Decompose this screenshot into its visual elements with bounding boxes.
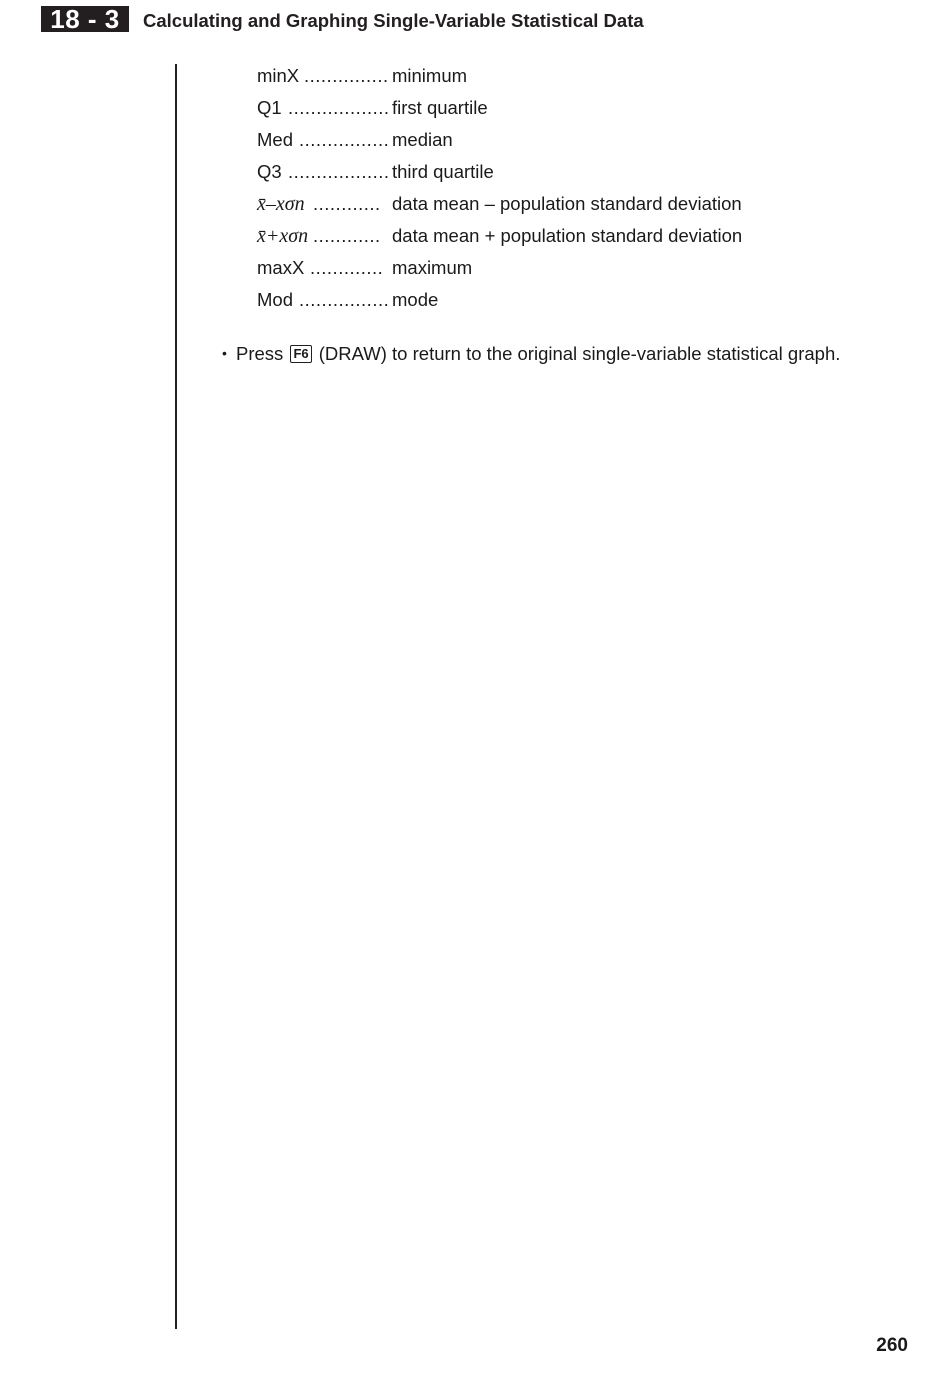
page-number: 260 — [876, 1335, 908, 1356]
dot-leader: .................. — [288, 161, 390, 182]
term-label: Med — [257, 129, 293, 150]
term-description: third quartile — [392, 161, 494, 182]
dot-leader: ................ — [299, 129, 390, 150]
page-header-title: Calculating and Graphing Single-Variable Statistical Data — [143, 10, 644, 31]
term-label: Q3 — [257, 161, 282, 182]
dot-leader: ............ — [313, 225, 381, 246]
note-press-text: Press — [236, 343, 284, 364]
term-description: data mean – population standard deviation — [392, 193, 742, 214]
term-description: maximum — [392, 257, 473, 278]
margin-rule — [175, 64, 177, 1329]
term-label-math: x̄+xσn — [257, 225, 309, 247]
bullet-icon: • — [222, 345, 227, 361]
term-label: Q1 — [257, 97, 282, 118]
term-description: minimum — [392, 65, 468, 86]
term-label: Mod — [257, 289, 293, 310]
term-description: mode — [392, 289, 439, 310]
term-description: first quartile — [392, 97, 488, 118]
note-rest-text: (DRAW) to return to the original single-variable statistical graph. — [318, 343, 841, 364]
dot-leader: .................. — [288, 97, 390, 118]
dot-leader: ............. — [310, 257, 384, 278]
f6-key-icon: F6 — [290, 345, 311, 363]
draw-instruction-note — [222, 340, 840, 367]
dot-leader: ................ — [299, 289, 390, 310]
term-description: median — [392, 129, 453, 150]
dot-leader: ............... — [304, 65, 389, 86]
term-label: maxX — [257, 257, 305, 278]
term-label: minX — [257, 65, 300, 86]
dot-leader: ............ — [313, 193, 381, 214]
term-description: data mean + population standard deviation — [392, 225, 743, 246]
section-number-badge: 18 - 3 — [41, 6, 129, 32]
term-label-math: x̄–xσn — [257, 193, 305, 215]
